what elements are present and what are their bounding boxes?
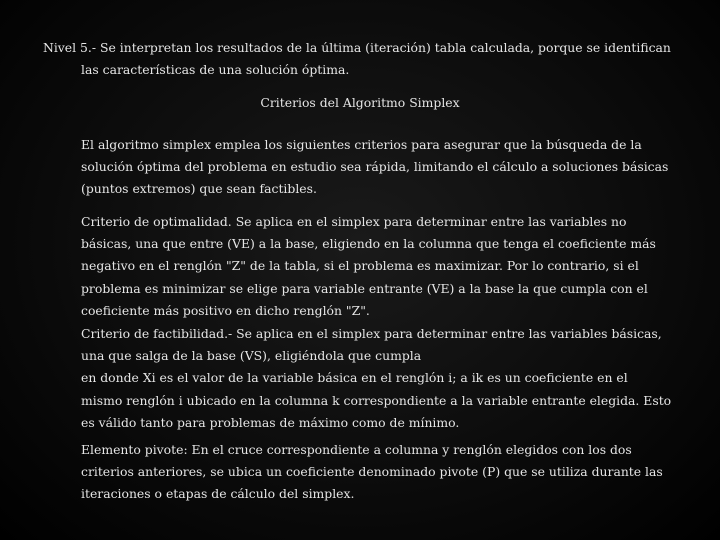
text-line: iteraciones o etapas de cálculo del simplex. <box>81 486 355 502</box>
pivot-element-paragraph <box>81 439 663 506</box>
intro-paragraph <box>81 134 668 201</box>
text-line: las características de una solución óptima. <box>81 62 350 78</box>
text-line: negativo en el renglón "Z" de la tabla, si el problema es maximizar. Por lo contrario, si el <box>81 258 639 274</box>
optimality-criterion-paragraph <box>81 211 656 322</box>
text-line: coeficiente más positivo en dicho renglón "Z". <box>81 302 370 318</box>
text-line: Criterio de factibilidad.- Se aplica en el simplex para determinar entre las variables básicas, <box>81 326 662 341</box>
feasibility-criterion-paragraph <box>81 323 671 434</box>
text-line: Criterio de optimalidad. Se aplica en el simplex para determinar entre las variables no <box>81 214 627 229</box>
text-line: mismo renglón i ubicado en la columna k correspondiente a la variable entrante elegida. Esto <box>81 392 672 408</box>
text-line: básicas, una que entre (VE) a la base, eligiendo en la columna que tenga el coeficiente más <box>81 236 656 252</box>
text-line: en donde Xi es el valor de la variable básica en el renglón i; a ik es un coeficiente en el <box>81 370 628 386</box>
text-line: es válido tanto para problemas de máximo como de mínimo. <box>81 414 460 430</box>
text-line: problema es minimizar se elige para variable entrante (VE) a la base la que cumpla con el <box>81 280 648 296</box>
text-line: Nivel 5.- Se interpretan los resultados de la última (iteración) tabla calculada, porque se identifican <box>43 40 671 55</box>
text-line: Elemento pivote: En el cruce correspondiente a columna y renglón elegidos con los dos <box>81 442 632 457</box>
text-line: una que salga de la base (VS), eligiéndola que cumpla <box>81 348 422 364</box>
section-heading: Criterios del Algoritmo Simplex <box>260 95 460 110</box>
text-line: solución óptima del problema en estudio sea rápida, limitando el cálculo a soluciones básicas <box>81 159 669 175</box>
nivel-5-paragraph <box>43 37 671 81</box>
text-line: El algoritmo simplex emplea los siguientes criterios para asegurar que la búsqueda de la <box>81 137 642 152</box>
text-line: criterios anteriores, se ubica un coeficiente denominado pivote (P) que se utiliza durante las <box>81 464 663 480</box>
text-line: (puntos extremos) que sean factibles. <box>81 181 317 197</box>
